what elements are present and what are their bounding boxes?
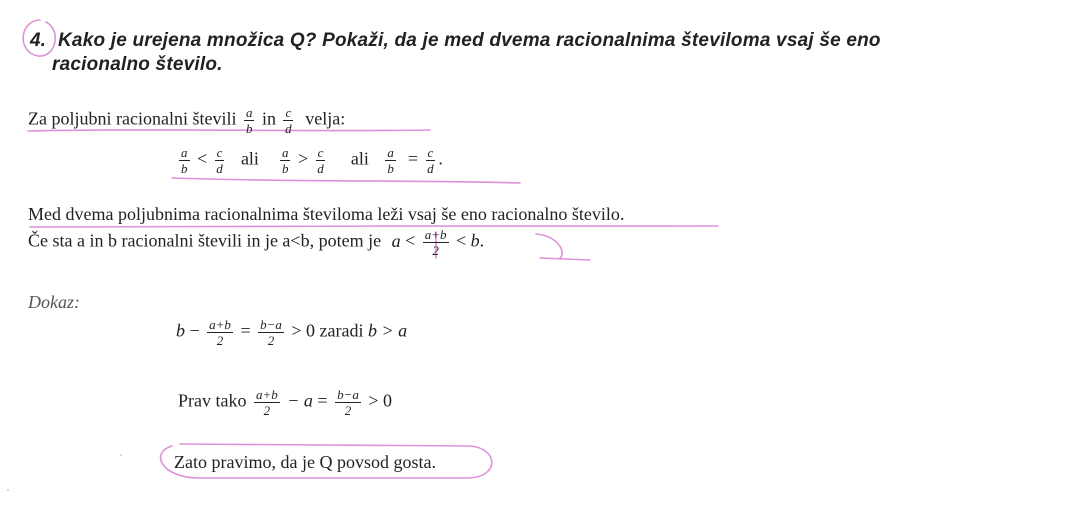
step1-eq: = [240,320,251,341]
statement-line1: Med dvema poljubnima racionalnima številoma leži vsaj še eno racionalno število. [28,204,625,224]
rel2-frac-ab: $\frac{a}{b}$ [281,145,289,176]
underline-relations [172,178,520,183]
question-text-line1: Kako je urejena množica Q? Pokaži, da je med dvema racionalnima številoma vsaj še eno [58,30,881,51]
rel1-frac-ab: $\frac{a}{b}$ [181,145,188,176]
step2-frac1: $\frac{a+b}{2}$ [255,387,278,418]
proof-conclusion: Zato pravimo, da je Q povsod gosta. [174,452,436,472]
rel3-frac-cd: $\frac{c}{d}$ [427,145,434,176]
intro-in: in [261,108,276,129]
intro-suffix: velja: [305,108,346,129]
step1-b: b [176,320,185,341]
step2-frac2: $\frac{b-a}{2}$ [337,387,359,418]
step2-tail: > 0 [368,390,393,411]
rel-ali-1: ali [240,148,259,169]
fraction-a-over-b: $\frac{a}{b}$ [245,105,253,136]
statement-frac-mid: $\frac{a+b}{2}$ [424,227,447,258]
step1-gt-zero: > 0 [291,320,316,341]
step1-cond: b > a [368,320,408,341]
statement-a: a [391,230,401,251]
statement-line2 [28,228,484,257]
question-number: 4. [30,30,46,51]
step2-minus-a: − a [287,390,313,411]
statement-b: b [470,230,480,251]
question-text-line2: racionalno število. [52,54,223,75]
statement-lt-2: < [456,230,467,251]
statement-lt-1: < [405,230,416,251]
rel2-frac-cd: $\frac{c}{d}$ [317,145,324,176]
underline-statement [30,226,718,227]
rel-period: . [438,148,443,169]
rel-ali-2: ali [350,148,369,169]
step1-frac2: $\frac{b-a}{2}$ [260,317,282,348]
statement-period: . [479,230,485,251]
proof-label: Dokaz: [28,292,80,312]
step2-prefix: Prav tako [178,390,247,411]
rel1-lt: < [197,148,208,169]
statement-line2-prefix: Če sta a in b racionalni števili in je a<b, potem je [28,230,382,251]
rel2-gt: > [297,148,309,169]
rel1-frac-cd: $\frac{c}{d}$ [216,145,223,176]
fraction-c-over-d: $\frac{c}{d}$ [285,105,292,136]
rel3-frac-ab: $\frac{a}{b}$ [387,145,394,176]
step1-zaradi: zaradi [319,320,364,341]
ordering-relations [176,146,443,175]
intro-prefix: Za poljubni racionalni števili [28,108,237,129]
proof-step1 [176,318,407,347]
ordering-intro [28,106,345,135]
rel3-eq: = [407,148,419,169]
step1-frac1: $\frac{a+b}{2}$ [209,317,231,348]
proof-step2 [178,388,392,417]
step2-eq: = [317,390,328,411]
step1-minus: − [189,320,200,341]
